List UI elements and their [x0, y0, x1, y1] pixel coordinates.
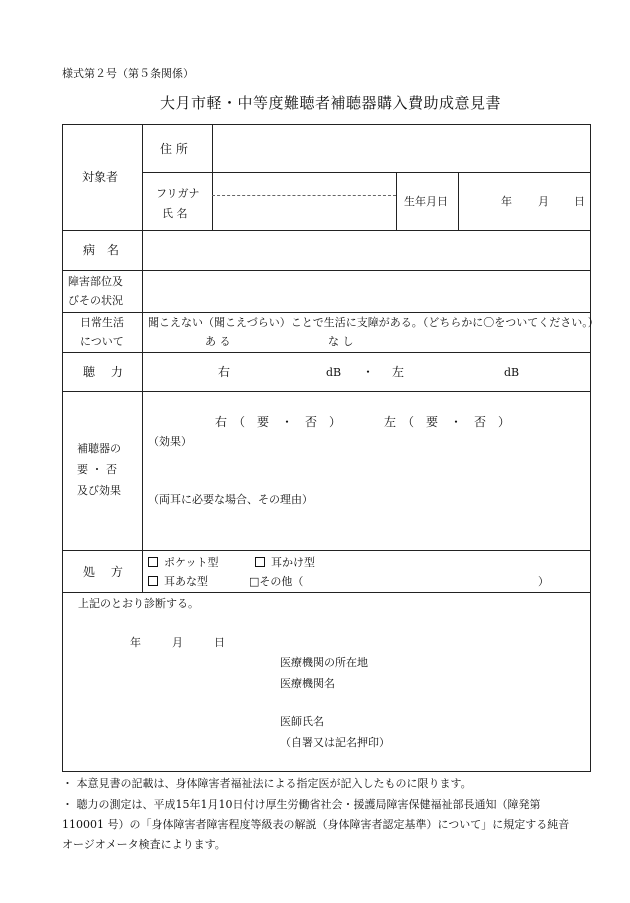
row-sep-disease — [62, 270, 591, 271]
prescription-ear-hook[interactable] — [255, 557, 315, 568]
impairment-label-1: 障害部位及 — [68, 275, 123, 288]
row-sep-hearing — [62, 391, 591, 392]
hearing-label: 聴 力 — [83, 365, 123, 379]
aid-label-1: 補聴器の — [77, 442, 121, 455]
aid-effect-label: （効果） — [148, 435, 192, 448]
hearing-right-unit: dB — [326, 366, 342, 379]
row-sep-daily — [62, 352, 591, 353]
form-number: 様式第２号（第５条関係） — [62, 67, 194, 80]
table-border-left — [62, 124, 63, 772]
daily-life-yes[interactable]: あ る — [205, 335, 231, 348]
diagnosis-statement: 上記のとおり診断する。 — [78, 597, 199, 610]
address-row-bottom — [142, 172, 591, 173]
prescription-in-ear[interactable] — [148, 576, 208, 587]
aid-left-choice[interactable]: 左 （ 要 ・ 否 ） — [384, 415, 511, 429]
note-3: 110001 号）の「身体障害者障害程度等級表の解説（身体障害者認定基準）について」に規定する純音 — [62, 818, 570, 831]
in-ear-checkbox[interactable] — [148, 576, 158, 586]
aid-both-ears-label: （両耳に必要な場合、その理由） — [148, 493, 313, 506]
row-sep-impairment — [62, 312, 591, 313]
note-1: ・ 本意見書の記載は、身体障害者福祉法による指定医が記入したものに限ります。 — [62, 777, 472, 790]
birthdate-left-divider — [396, 172, 397, 230]
aid-label-2: 要 ・ 否 — [77, 463, 117, 476]
subject-label: 対象者 — [82, 170, 119, 184]
note-2: ・ 聴力の測定は、平成15年1月10日付け厚生労働省社会・援護局障害保健福祉部長通知（障発第 — [62, 798, 541, 811]
birth-year-unit: 年 — [501, 195, 512, 208]
diagnosis-month-unit: 月 — [172, 636, 183, 649]
prescription-other-close: ） — [538, 575, 549, 588]
institution-name-label: 医療機関名 — [280, 677, 335, 690]
table-border-right — [590, 124, 591, 772]
birth-day-unit: 日 — [574, 195, 585, 208]
prescription-label: 処 方 — [83, 565, 123, 579]
impairment-label-2: びその状況 — [68, 294, 123, 307]
pocket-label: ポケット型 — [164, 556, 219, 569]
name-label: 氏 名 — [162, 207, 188, 220]
daily-life-statement: 聞こえない（聞こえづらい）ことで生活に支障がある。（どちらかに〇をついてください。） — [148, 316, 599, 329]
pocket-checkbox[interactable] — [148, 557, 158, 567]
hearing-left-label: 左 — [392, 365, 405, 379]
hearing-left-unit: dB — [504, 366, 520, 379]
address-label: 住 所 — [160, 142, 188, 156]
daily-life-label-2: について — [80, 335, 124, 348]
hearing-separator: ・ — [362, 365, 375, 379]
ear-hook-label: 耳かけ型 — [271, 556, 315, 569]
daily-life-no[interactable]: な し — [328, 335, 354, 348]
signature-note: （自署又は記名押印） — [280, 736, 390, 749]
aid-right-choice[interactable]: 右 （ 要 ・ 否 ） — [215, 415, 342, 429]
disease-label: 病 名 — [83, 243, 120, 257]
page-title: 大月市軽・中等度難聴者補聴器購入費助成意見書 — [160, 94, 502, 112]
birth-month-unit: 月 — [538, 195, 549, 208]
row-sep-prescription — [62, 592, 591, 593]
birthdate-right-divider — [458, 172, 459, 230]
diagnosis-day-unit: 日 — [214, 636, 225, 649]
furigana-divider — [212, 195, 396, 196]
table-border-bottom — [62, 771, 591, 772]
daily-life-label-1: 日常生活 — [80, 316, 124, 329]
doctor-name-label: 医師氏名 — [280, 715, 324, 728]
institution-address-label: 医療機関の所在地 — [280, 656, 368, 669]
prescription-other[interactable]: □その他（ — [249, 575, 304, 588]
diagnosis-year-unit: 年 — [130, 636, 141, 649]
hearing-right-label: 右 — [218, 365, 231, 379]
row-sep-aid — [62, 550, 591, 551]
aid-label-3: 及び効果 — [77, 484, 121, 497]
row-sep-subject — [62, 230, 591, 231]
in-ear-label: 耳あな型 — [164, 575, 208, 588]
address-divider — [212, 124, 213, 230]
prescription-pocket[interactable] — [148, 557, 218, 568]
note-4: オージオメータ検査によります。 — [62, 838, 226, 851]
subject-divider — [142, 124, 143, 592]
birthdate-label: 生年月日 — [404, 195, 448, 208]
furigana-label: フリガナ — [156, 187, 200, 200]
ear-hook-checkbox[interactable] — [255, 557, 265, 567]
